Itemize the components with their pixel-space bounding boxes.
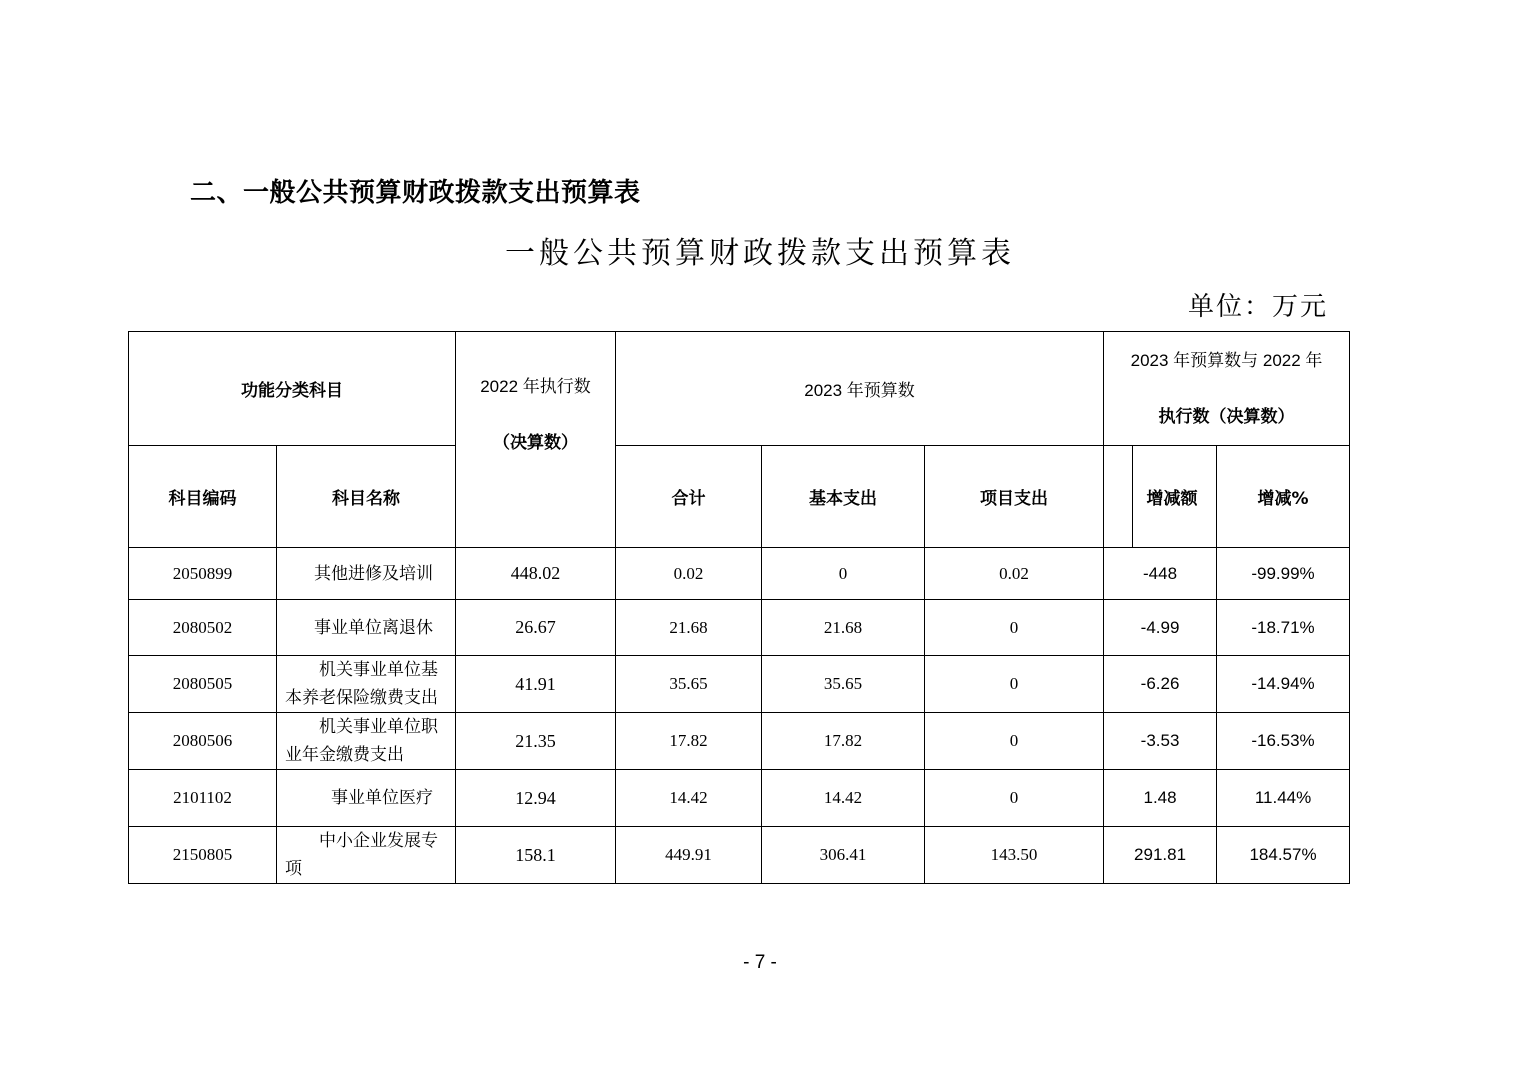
table-row: [129, 713, 1350, 770]
header-code: 科目编码: [129, 446, 277, 548]
header-change-amount: [1104, 446, 1217, 548]
cell-total: 21.68: [616, 600, 762, 656]
cell-name: 事业单位离退休: [277, 600, 456, 656]
cell-total: 17.82: [616, 713, 762, 770]
cell-total: 35.65: [616, 656, 762, 713]
cell-name: 其他进修及培训: [277, 548, 456, 600]
cell-basic: 21.68: [762, 600, 925, 656]
cell-change-amount: 291.81: [1104, 827, 1217, 884]
cell-change-pct: 11.44%: [1217, 770, 1350, 827]
cell-name: 机关事业单位基本养老保险缴费支出: [277, 656, 456, 713]
cell-name: 中小企业发展专项: [277, 827, 456, 884]
cell-change-pct: -18.71%: [1217, 600, 1350, 656]
cell-basic: 306.41: [762, 827, 925, 884]
cell-code: 2080502: [129, 600, 277, 656]
header-budget-2023: 2023 年预算数: [616, 332, 1104, 446]
header-compare: [1104, 332, 1350, 446]
cell-change-pct: 184.57%: [1217, 827, 1350, 884]
table-row: [129, 770, 1350, 827]
header-row-1: [129, 332, 1350, 446]
cell-change-pct: -16.53%: [1217, 713, 1350, 770]
header-split-line: [1132, 446, 1133, 547]
header-function-category: 功能分类科目: [129, 332, 456, 446]
cell-name: 机关事业单位职业年金缴费支出: [277, 713, 456, 770]
cell-total: 449.91: [616, 827, 762, 884]
cell-exec-2022: 41.91: [456, 656, 616, 713]
unit-label: 单位：万元: [1187, 292, 1328, 322]
cell-project: 0.02: [925, 548, 1104, 600]
header-compare-line2: 执行数（决算数）: [1158, 406, 1295, 427]
cell-basic: 35.65: [762, 656, 925, 713]
cell-code: 2150805: [129, 827, 277, 884]
cell-code: 2080505: [129, 656, 277, 713]
cell-basic: 14.42: [762, 770, 925, 827]
header-total: 合计: [616, 446, 762, 548]
cell-exec-2022: 12.94: [456, 770, 616, 827]
header-exec-2022-line2: （决算数）: [493, 432, 578, 453]
cell-exec-2022: 158.1: [456, 827, 616, 884]
cell-exec-2022: 26.67: [456, 600, 616, 656]
cell-change-amount: -448: [1104, 548, 1217, 600]
header-exec-2022-line1: 2022 年执行数: [480, 376, 591, 396]
cell-exec-2022: 21.35: [456, 713, 616, 770]
cell-exec-2022: 448.02: [456, 548, 616, 600]
cell-code: 2080506: [129, 713, 277, 770]
section-heading: 二、一般公共预算财政拨款支出预算表: [190, 178, 641, 208]
cell-basic: 0: [762, 548, 925, 600]
header-compare-line1: 2023 年预算数与 2022 年: [1130, 350, 1323, 370]
header-change-amount-label: 增减额: [1146, 489, 1198, 509]
header-basic: 基本支出: [762, 446, 925, 548]
header-row-2: [129, 446, 1350, 548]
cell-change-amount: -3.53: [1104, 713, 1217, 770]
cell-change-amount: 1.48: [1104, 770, 1217, 827]
cell-project: 0: [925, 656, 1104, 713]
cell-name: 事业单位医疗: [277, 770, 456, 827]
header-change-pct: 增减%: [1217, 446, 1350, 548]
cell-total: 14.42: [616, 770, 762, 827]
cell-change-amount: -4.99: [1104, 600, 1217, 656]
cell-code: 2050899: [129, 548, 277, 600]
budget-table: [128, 331, 1350, 884]
table-row: [129, 656, 1350, 713]
cell-basic: 17.82: [762, 713, 925, 770]
cell-project: 143.50: [925, 827, 1104, 884]
header-project: 项目支出: [925, 446, 1104, 548]
cell-project: 0: [925, 600, 1104, 656]
cell-change-pct: -14.94%: [1217, 656, 1350, 713]
table-row: [129, 600, 1350, 656]
cell-project: 0: [925, 713, 1104, 770]
table-row: [129, 548, 1350, 600]
document-title: 一般公共预算财政拨款支出预算表: [505, 236, 1015, 271]
table-row: [129, 827, 1350, 884]
cell-total: 0.02: [616, 548, 762, 600]
cell-change-pct: -99.99%: [1217, 548, 1350, 600]
page-number: - 7 -: [743, 952, 777, 973]
header-exec-2022: [456, 332, 616, 548]
cell-project: 0: [925, 770, 1104, 827]
header-name: 科目名称: [277, 446, 456, 548]
cell-code: 2101102: [129, 770, 277, 827]
cell-change-amount: -6.26: [1104, 656, 1217, 713]
